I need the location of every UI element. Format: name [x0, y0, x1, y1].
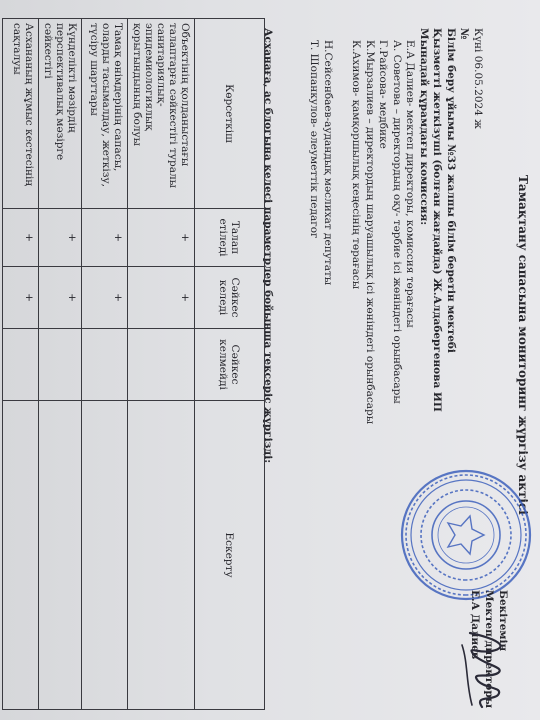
- table-row: [39, 19, 82, 710]
- approval-line: Мектеп директоры: [483, 590, 495, 709]
- table-header-row: [195, 19, 265, 710]
- indicator-cell: Объектінің қолданыстағы талаптарға сәйкестігі туралы санитариялық-эпидемиологиялық қорытындының болуы: [128, 19, 195, 209]
- table-title: Асханаға, ас блогына келесі параметрлер бойынша тексеріс жүргізді:: [262, 28, 274, 464]
- seal-stamp-icon: [396, 465, 536, 605]
- indicator-cell: Тамақ өнімдерінің сапасы, оларды тасымалдау, жеткізу, түсіру шарттары: [82, 19, 128, 209]
- header-line-supplier: Қызметті жеткізуші (болған жағдайда) Ж.Алдабергенова ИП: [431, 28, 444, 412]
- approval-line: Бекітемін: [497, 590, 509, 652]
- indicator-cell: Асхананың жұмыс кестесінің сақталуы: [3, 19, 39, 209]
- table-row: [3, 19, 39, 710]
- matches-cell: +: [3, 267, 39, 329]
- matches-cell: +: [128, 267, 195, 329]
- not-matches-cell: [3, 329, 39, 401]
- document-header-info: [349, 28, 484, 424]
- not-matches-cell: [39, 329, 82, 401]
- note-cell: [82, 401, 128, 710]
- note-cell: [3, 401, 39, 710]
- signature-icon: [448, 625, 528, 715]
- required-cell: +: [82, 209, 128, 267]
- commission-members-extra: [307, 40, 334, 285]
- column-header-note: Ескерту: [195, 401, 265, 710]
- commission-member: Е.А Далиев- мектеп директоры, комиссия төрағасы: [404, 40, 417, 328]
- column-header-matches: Сәйкес келеді: [195, 267, 265, 329]
- document-title: Тамақтану сапасына мониторинг жүргізу актісі: [516, 175, 530, 515]
- approval-line: Е.А Далиев: [469, 590, 481, 660]
- required-cell: +: [3, 209, 39, 267]
- required-cell: +: [39, 209, 82, 267]
- indicator-cell: Күнделікті мәзірдің перспективалық мәзірге сәйкестігі: [39, 19, 82, 209]
- note-cell: [128, 401, 195, 710]
- required-cell: +: [128, 209, 195, 267]
- note-cell: [39, 401, 82, 710]
- column-header-not-matches: Сәйкес келмейді: [195, 329, 265, 401]
- not-matches-cell: [82, 329, 128, 401]
- header-line-date: Күні 06.05.2024 ж: [472, 28, 484, 129]
- commission-member: А. Советова – директордың оқу- тәрбие ісі жөніндегі орынбасары: [391, 40, 403, 404]
- matches-cell: +: [82, 267, 128, 329]
- not-matches-cell: [128, 329, 195, 401]
- matches-cell: +: [39, 267, 82, 329]
- inspection-table: [2, 18, 265, 710]
- table-row: [82, 19, 128, 710]
- header-line-commission: Мынадай құрамдағы комиссия:: [418, 28, 430, 226]
- table-row: [128, 19, 195, 710]
- header-line-organization: Білім беру ұйымы №33 жалпы білім беретін мектебі: [445, 28, 457, 353]
- commission-member: Г.Райсова- медбике: [377, 40, 390, 149]
- column-header-required: Талап етіледі: [195, 209, 265, 267]
- commission-member: К.Мырзалиев – директордың шаруашылық ісі жөніндегі орынбасары: [364, 40, 376, 425]
- commission-member: Н.Сейсенбаев-аудандық мәслихат депутаты: [322, 40, 334, 286]
- commission-member: К.Ахимов- қамқоршылық кеңесінің төрағасы: [350, 40, 363, 290]
- commission-member: Т. Шопанкулов- әлеуметтік педагог: [308, 40, 321, 239]
- column-header-indicator: Көрсеткіш: [195, 19, 265, 209]
- header-line-number: №: [458, 28, 471, 40]
